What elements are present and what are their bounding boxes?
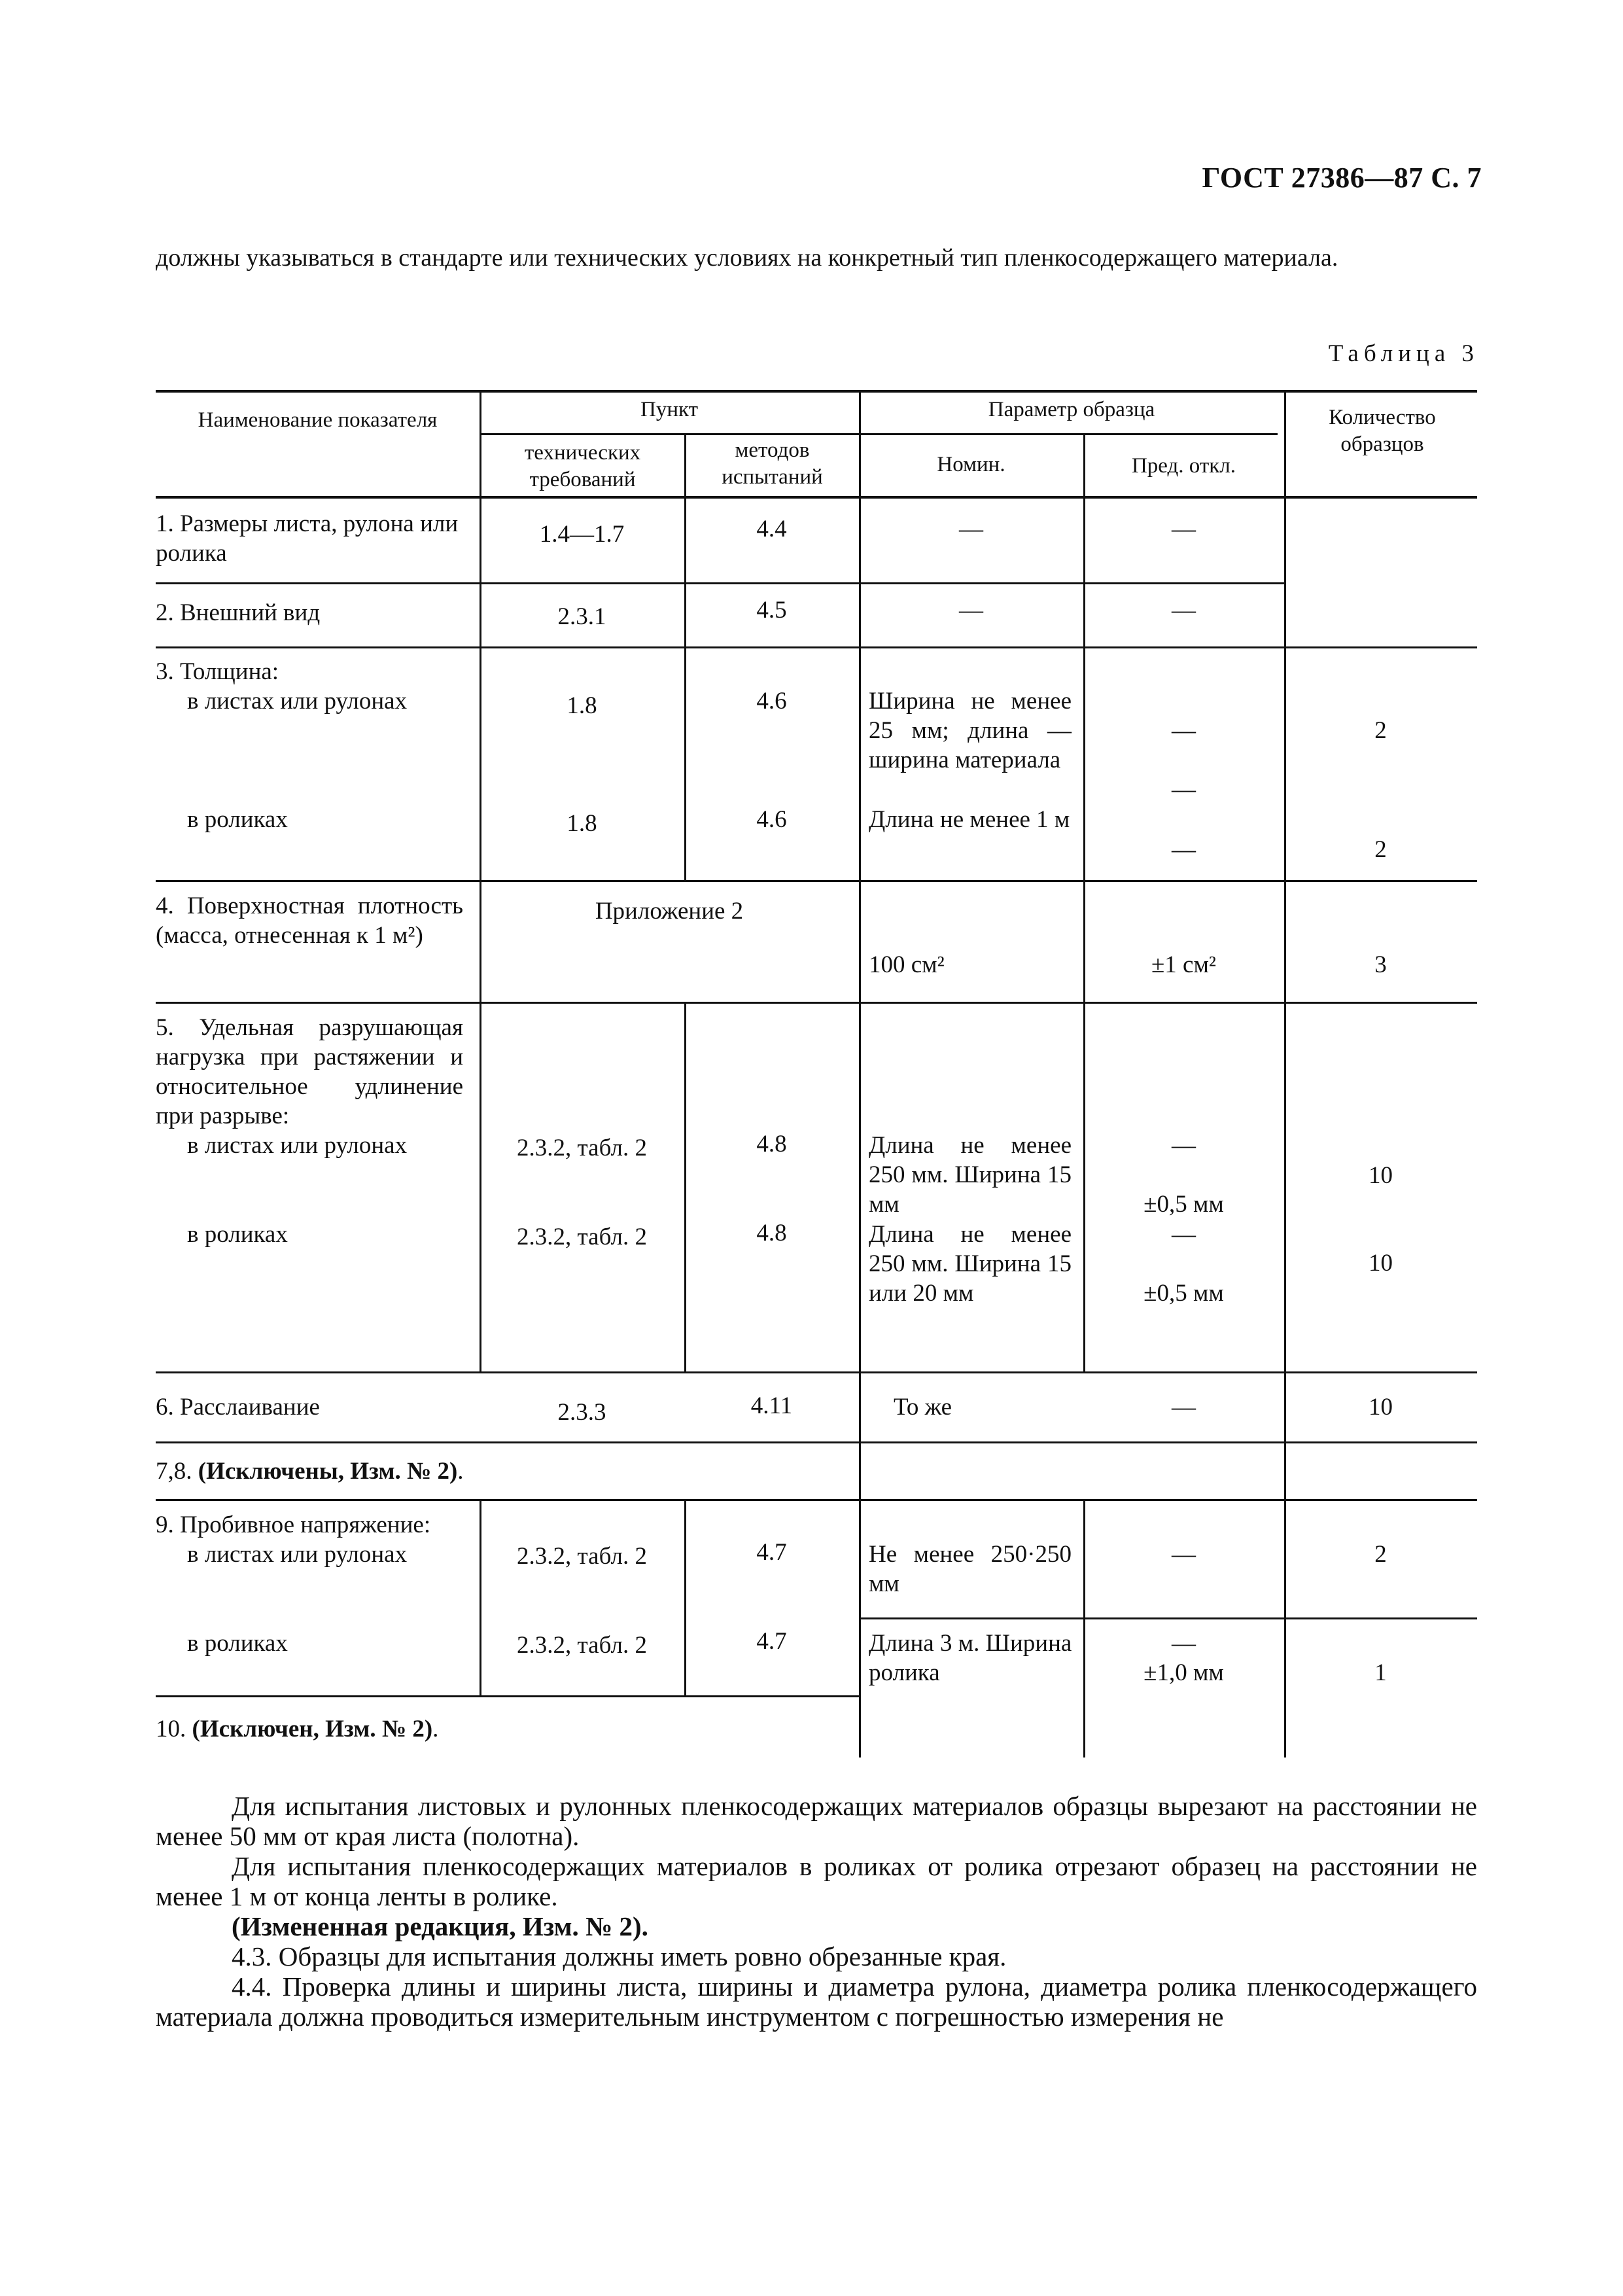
- row-2-pred: —: [1172, 597, 1196, 624]
- row-2-method: 4.5: [756, 597, 787, 624]
- row-9-tech-1: 2.3.2, табл. 2: [517, 1543, 647, 1570]
- row-9-sub-1: в листах или рулонах: [187, 1541, 408, 1568]
- row-3-sub-1: в листах или рулонах: [187, 688, 408, 715]
- row-7-8-excluded: 7,8. (Исключены, Изм. № 2).: [156, 1458, 464, 1485]
- row-3-nomin-1: Ширина не менее 25 мм; длина — ширина материала: [869, 688, 1072, 773]
- row-2-tech: 2.3.1: [557, 603, 606, 630]
- row-5-count-2: 10: [1369, 1250, 1393, 1277]
- row-9-count-1: 2: [1374, 1541, 1387, 1568]
- row-4-nomin: 100 см²: [869, 951, 945, 978]
- row-9-pred-1: —: [1172, 1541, 1196, 1568]
- header-methods: методов испытаний: [722, 438, 823, 489]
- row-4-tech: Приложение 2: [595, 898, 744, 925]
- header-nomin: Номин.: [937, 453, 1005, 476]
- row-3-pred-2: —: [1172, 836, 1196, 863]
- row-6-method: 4.11: [750, 1392, 793, 1419]
- row-3-sub-2: в роликах: [187, 806, 288, 833]
- table-top-rule: [156, 390, 1477, 393]
- row-5-name: 5. Удельная разрушающая нагрузка при растяжении и относительное удлинение при разрыве:: [156, 1014, 463, 1129]
- row-5-sub-2: в роликах: [187, 1221, 288, 1248]
- row-divider: [859, 1617, 1477, 1619]
- row-9-count-2: 1: [1374, 1659, 1387, 1686]
- row-1-name: 1. Размеры листа, рулона или ролика: [156, 510, 459, 567]
- row-6-nomin: То же: [894, 1394, 952, 1421]
- row-9-pred-2b: ±1,0 мм: [1143, 1659, 1224, 1686]
- row-divider: [156, 582, 1284, 584]
- row-3-pred-1a: —: [1172, 717, 1196, 744]
- page-header: ГОСТ 27386—87 С. 7: [1202, 162, 1482, 194]
- table-caption: Таблица 3: [1328, 340, 1479, 367]
- row-9-pred-2a: —: [1172, 1630, 1196, 1657]
- row-divider: [156, 1441, 1477, 1443]
- row-3-count-1: 2: [1374, 717, 1387, 744]
- body-paragraph-1: Для испытания листовых и рулонных пленкосодержащих материалов образцы вырезают на расстоянии не менее 50 мм от края листа (полотна).: [156, 1791, 1477, 1851]
- row-3-name: 3. Толщина:: [156, 658, 279, 685]
- header-param: Параметр образца: [988, 398, 1155, 421]
- row-5-pred-1a: —: [1172, 1132, 1196, 1159]
- col-divider: [684, 1499, 686, 1695]
- row-1-nomin: —: [959, 516, 983, 542]
- row-4-pred: ±1 см²: [1151, 951, 1216, 978]
- header-punkt: Пункт: [640, 398, 698, 421]
- row-divider: [156, 1695, 859, 1697]
- row-5-nomin-1: Длина не менее 250 мм. Ширина 15 мм: [869, 1132, 1072, 1218]
- row-6-pred: —: [1172, 1394, 1196, 1421]
- row-9-method-2: 4.7: [756, 1628, 787, 1655]
- body-paragraph-3: (Измененная редакция, Изм. № 2).: [232, 1911, 648, 1941]
- row-divider: [156, 1499, 1477, 1501]
- row-5-nomin-2: Длина не менее 250 мм. Ширина 15 или 20 мм: [869, 1221, 1072, 1307]
- row-5-tech-2: 2.3.2, табл. 2: [517, 1224, 647, 1250]
- row-9-method-1: 4.7: [756, 1539, 787, 1566]
- row-5-tech-1: 2.3.2, табл. 2: [517, 1135, 647, 1161]
- row-5-pred-2b: ±0,5 мм: [1143, 1280, 1224, 1307]
- row-3-method-1: 4.6: [756, 688, 787, 715]
- table-3: [156, 390, 1477, 1757]
- row-2-name: 2. Внешний вид: [156, 599, 321, 626]
- row-5-pred-2a: —: [1172, 1221, 1196, 1248]
- row-6-tech: 2.3.3: [557, 1399, 606, 1426]
- body-text: [156, 1791, 1477, 2032]
- row-1-method: 4.4: [756, 516, 787, 542]
- header-name: Наименование показателя: [198, 408, 438, 432]
- row-divider: [156, 1002, 1477, 1004]
- row-5-method-1: 4.8: [756, 1131, 787, 1157]
- row-3-tech-2: 1.8: [567, 810, 597, 837]
- header-divider: [480, 433, 1278, 435]
- row-10-excluded: 10. (Исключен, Изм. № 2).: [156, 1716, 439, 1742]
- row-4-name: 4. Поверхностная плотность (масса, отнесенная к 1 м²): [156, 892, 463, 949]
- row-divider: [156, 880, 1477, 882]
- row-divider: [156, 646, 1477, 648]
- header-count: Количество образцов: [1329, 406, 1436, 456]
- row-2-nomin: —: [959, 597, 983, 624]
- row-6-name: 6. Расслаивание: [156, 1394, 320, 1421]
- row-3-count-2: 2: [1374, 836, 1387, 863]
- row-3-method-2: 4.6: [756, 806, 787, 833]
- row-5-method-2: 4.8: [756, 1220, 787, 1246]
- row-6-count: 10: [1369, 1394, 1393, 1421]
- intro-paragraph: должны указываться в стандарте или технических условиях на конкретный тип пленкосодержащего материала.: [156, 244, 1338, 272]
- col-divider: [684, 1002, 686, 1371]
- row-9-name: 9. Пробивное напряжение:: [156, 1511, 431, 1538]
- header-pred: Пред. откл.: [1131, 454, 1236, 478]
- row-9-sub-2: в роликах: [187, 1630, 288, 1657]
- row-5-sub-1: в листах или рулонах: [187, 1132, 408, 1159]
- body-paragraph-4: 4.3. Образцы для испытания должны иметь ровно обрезанные края.: [232, 1941, 1007, 1971]
- row-9-nomin-1: Не менее 250·250 мм: [869, 1541, 1072, 1597]
- body-paragraph-5: 4.4. Проверка длины и ширины листа, ширины и диаметра рулона, диаметра ролика пленкосодержащего материала должна проводиться измерительным инструментом с погрешностью измерения не: [156, 1971, 1477, 2032]
- row-4-count: 3: [1374, 951, 1387, 978]
- row-3-tech-1: 1.8: [567, 692, 597, 719]
- header-tech: технических требований: [524, 441, 641, 491]
- header-bottom-rule: [156, 496, 1477, 499]
- row-1-tech: 1.4—1.7: [539, 521, 625, 548]
- row-1-pred: —: [1172, 516, 1196, 542]
- row-3-pred-1b: —: [1172, 776, 1196, 803]
- col-divider: [480, 1499, 481, 1695]
- row-9-nomin-2: Длина 3 м. Ширина ролика: [869, 1630, 1072, 1686]
- body-paragraph-2: Для испытания пленкосодержащих материалов в роликах от ролика отрезают образец на расстоянии не менее 1 м от конца ленты в ролике.: [156, 1851, 1477, 1911]
- row-5-count-1: 10: [1369, 1162, 1393, 1189]
- row-divider: [156, 1371, 1477, 1373]
- row-9-tech-2: 2.3.2, табл. 2: [517, 1632, 647, 1659]
- row-5-pred-1b: ±0,5 мм: [1143, 1191, 1224, 1218]
- row-3-nomin-2: Длина не менее 1 м: [869, 806, 1070, 833]
